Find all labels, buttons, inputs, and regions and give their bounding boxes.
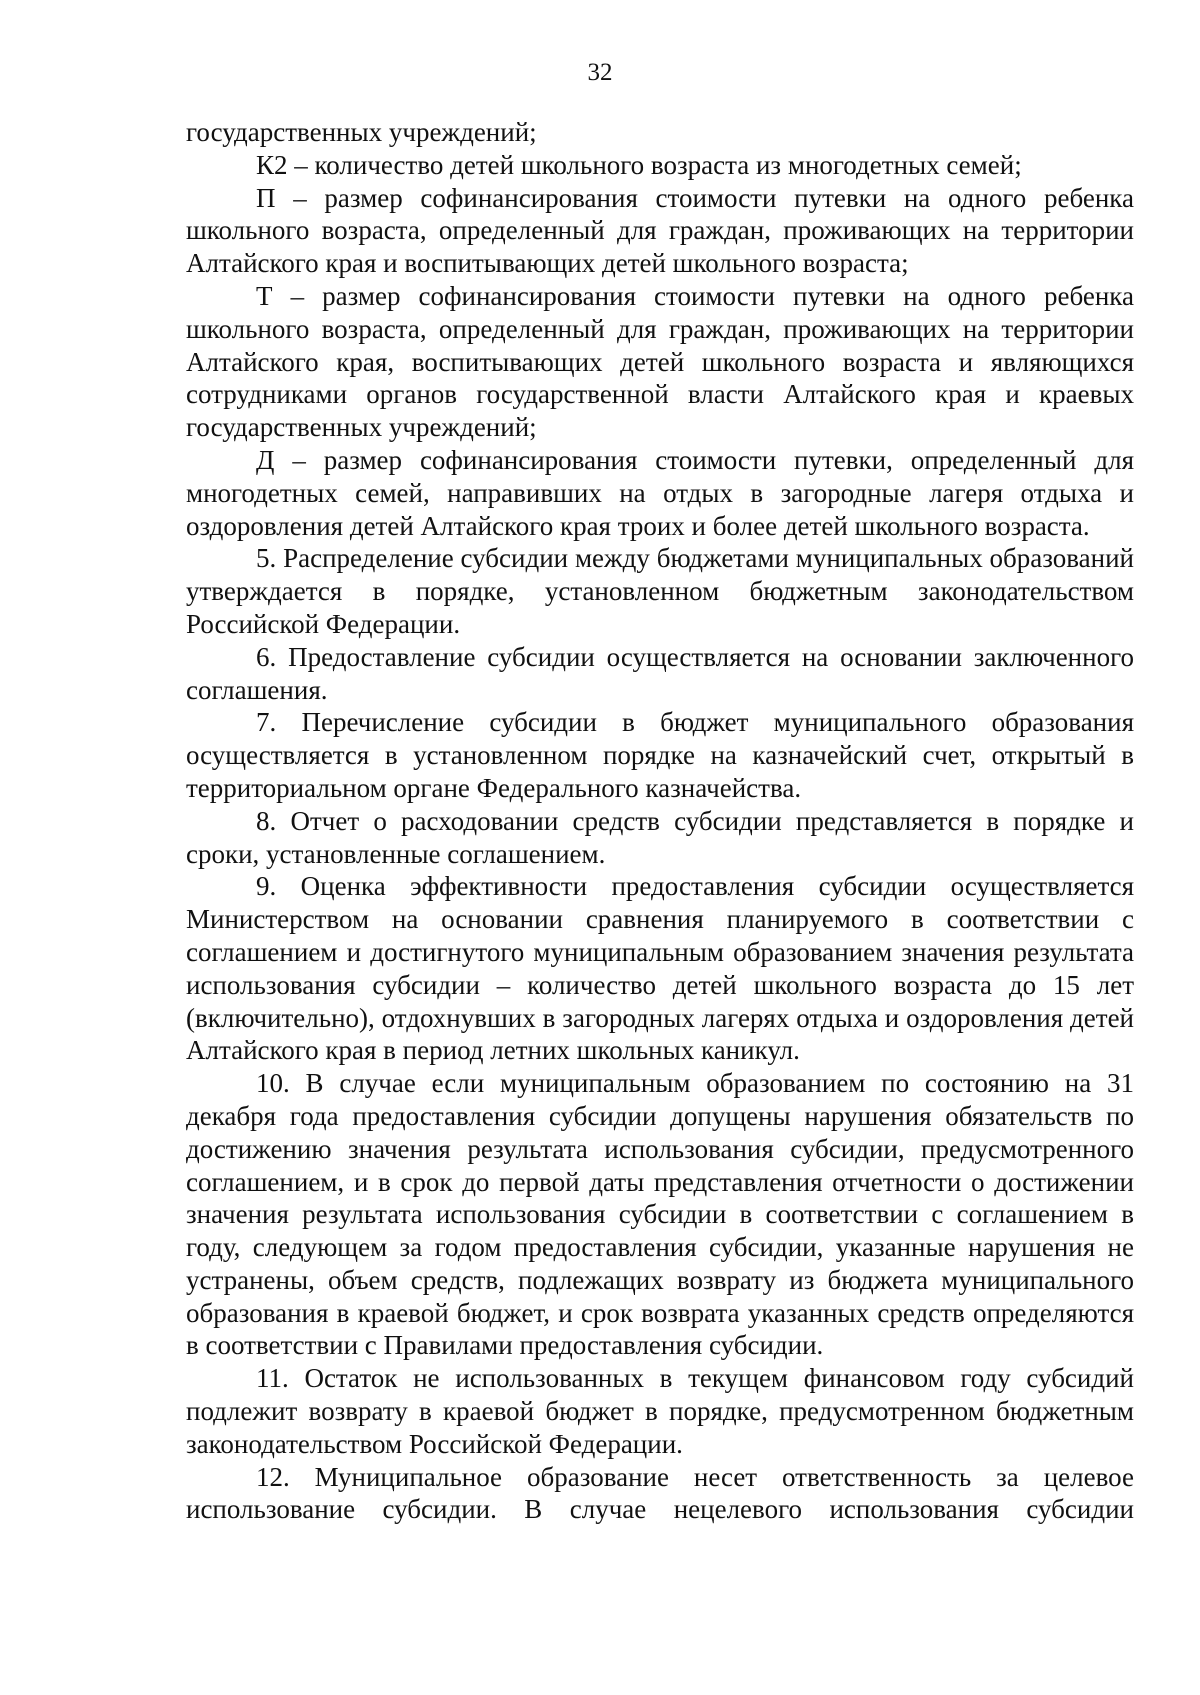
- clause-7: 7. Перечисление субсидии в бюджет муниципального образования осуществляется в установленном порядке на казначейский счет, открытый в территориальном органе Федерального казначейства.: [186, 707, 1134, 803]
- clause-5: 5. Распределение субсидии между бюджетами муниципальных образований утверждается в порядке, установленном бюджетным законодательством Российской Федерации.: [186, 543, 1134, 639]
- clause-9: 9. Оценка эффективности предоставления субсидии осуществляется Министерством на основании сравнения планируемого в соответствии с соглашением и достигнутого муниципальным образованием значения результата использования субсидии – количество детей школьного возраста до 15 лет (включительно), отдохнувших в загородных лагерях отдыха и оздоровления детей Алтайского края в период летних школьных каникул.: [186, 871, 1134, 1066]
- paragraph-continuation: государственных учреждений;: [186, 117, 537, 147]
- definition-d: Д – размер софинансирования стоимости путевки, определенный для многодетных семей, направивших на отдых в загородные лагеря отдыха и оздоровления детей Алтайского края троих и более детей школьного возраста.: [186, 444, 1134, 541]
- clause-12: 12. Муниципальное образование несет ответственность за целевое использование субсидии. В случае нецелевого использования субсидии: [186, 1461, 1134, 1525]
- clause-6: 6. Предоставление субсидии осуществляется на основании заключенного соглашения.: [186, 641, 1134, 705]
- definition-k2: К2 – количество детей школьного возраста из многодетных семей;: [256, 149, 1022, 180]
- definition-p: П – размер софинансирования стоимости путевки на одного ребенка школьного возраста, определенный для граждан, проживающих на территории Алтайского края и воспитывающих детей школьного возраста;: [186, 182, 1134, 279]
- document-body: [186, 116, 1134, 1526]
- clause-10: 10. В случае если муниципальным образованием по состоянию на 31 декабря года предоставления субсидии допущены нарушения обязательств по достижению значения результата использования субсидии, предусмотренного соглашением, и в срок до первой даты представления отчетности о достижении значения результата использования субсидии в соответствии с соглашением в году, следующем за годом предоставления субсидии, указанные нарушения не устранены, объем средств, подлежащих возврату из бюджета муниципального образования в краевой бюджет, и срок возврата указанных средств определяются в соответствии с Правилами предоставления субсидии.: [186, 1068, 1134, 1361]
- definition-t: Т – размер софинансирования стоимости путевки на одного ребенка школьного возраста, определенный для граждан, проживающих на территории Алтайского края, воспитывающих детей школьного возраста и являющихся сотрудниками органов государственной власти Алтайского края и краевых государственных учреждений;: [186, 280, 1134, 443]
- page-number: 32: [587, 59, 613, 86]
- clause-8: 8. Отчет о расходовании средств субсидии представляется в порядке и сроки, установленные соглашением.: [186, 805, 1134, 869]
- clause-11: 11. Остаток не использованных в текущем финансовом году субсидий подлежит возврату в краевой бюджет в порядке, предусмотренном бюджетным законодательством Российской Федерации.: [186, 1363, 1134, 1459]
